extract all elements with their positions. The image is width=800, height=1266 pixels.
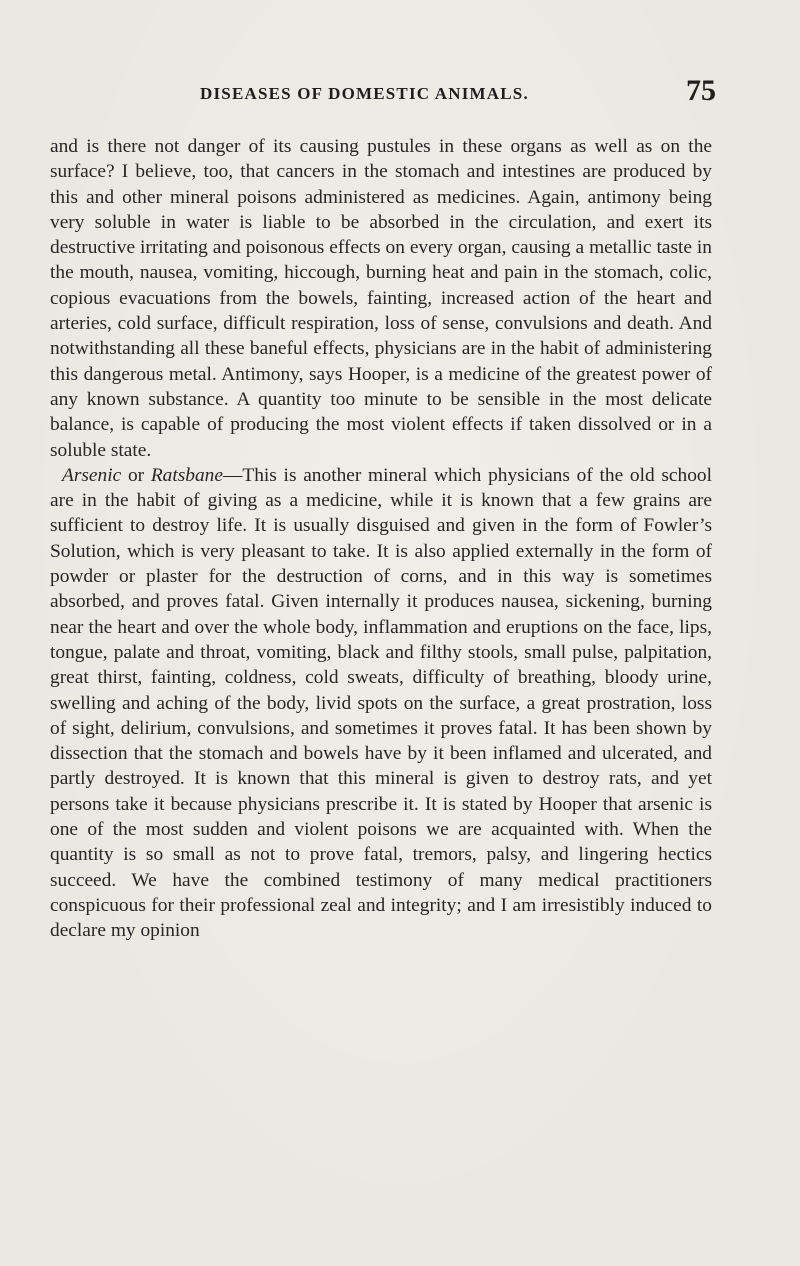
- body-text: [50, 134, 712, 944]
- paragraph-arsenic-text: —This is another mineral which physicians of the old school are in the habit of giving as a medicine, while it is known that a few grains are sufficient to destroy life. It is usually disguised and given in the form of Fowler’s Solution, which is very pleasant to take. It is also applied externally in the form of powder or plaster for the destruction of corns, and in this way is sometimes absorbed, and proves fatal. Given internally it produces nausea, sickening, burning near the heart and over the whole body, inflammation and eruptions on the face, lips, tongue, palate and throat, vomiting, black and filthy stools, small pulse, palpitation, great thirst, fainting, coldness, cold sweats, difficulty of breathing, bloody urine, swelling and aching of the body, livid spots on the surface, a great prostration, loss of sight, delirium, convulsions, and sometimes it proves fatal. It has been shown by dissection that the stomach and bowels have by it been inflamed and ulcerated, and partly destroyed. It is known that this mineral is given to destroy rats, and yet persons take it because physicians prescribe it. It is stated by Hooper that arsenic is one of the most sudden and violent poisons we are acquainted with. When the quantity is so small as not to prove fatal, tremors, palsy, and lingering hectics succeed. We have the combined testimony of many medical practitioners conspicuous for their professional zeal and integrity; and I am irresistibly induced to declare my opinion: [50, 464, 712, 942]
- term-connector: or: [121, 464, 151, 486]
- paragraph-arsenic: [50, 463, 712, 944]
- running-title: DISEASES OF DOMESTIC ANIMALS.: [200, 84, 529, 103]
- running-head: [60, 74, 716, 118]
- paragraph-antimony: and is there not danger of its causing pustules in these organs as well as on the surface? I believe, too, that cancers in the stomach and intestines are produced by this and other mineral poisons administered as medicines. Again, antimony being very soluble in water is liable to be absorbed in the circulation, and exert its destructive irritating and poisonous effects on every organ, causing a metallic taste in the mouth, nausea, vomiting, hiccough, burning heat and pain in the stomach, colic, copious evacuations from the bowels, fainting, increased action of the heart and arteries, cold surface, difficult respiration, loss of sense, convulsions and death. And notwithstanding all these baneful effects, physicians are in the habit of administering this dangerous metal. Antimony, says Hooper, is a medicine of the greatest power of any known substance. A quantity too minute to be sensible in the most delicate balance, is capable of producing the most violent effects if taken dissolved or in a soluble state.: [50, 136, 712, 461]
- page-number: 75: [686, 74, 716, 107]
- term-ratsbane: Ratsbane: [150, 464, 223, 486]
- term-arsenic: Arsenic: [62, 464, 122, 486]
